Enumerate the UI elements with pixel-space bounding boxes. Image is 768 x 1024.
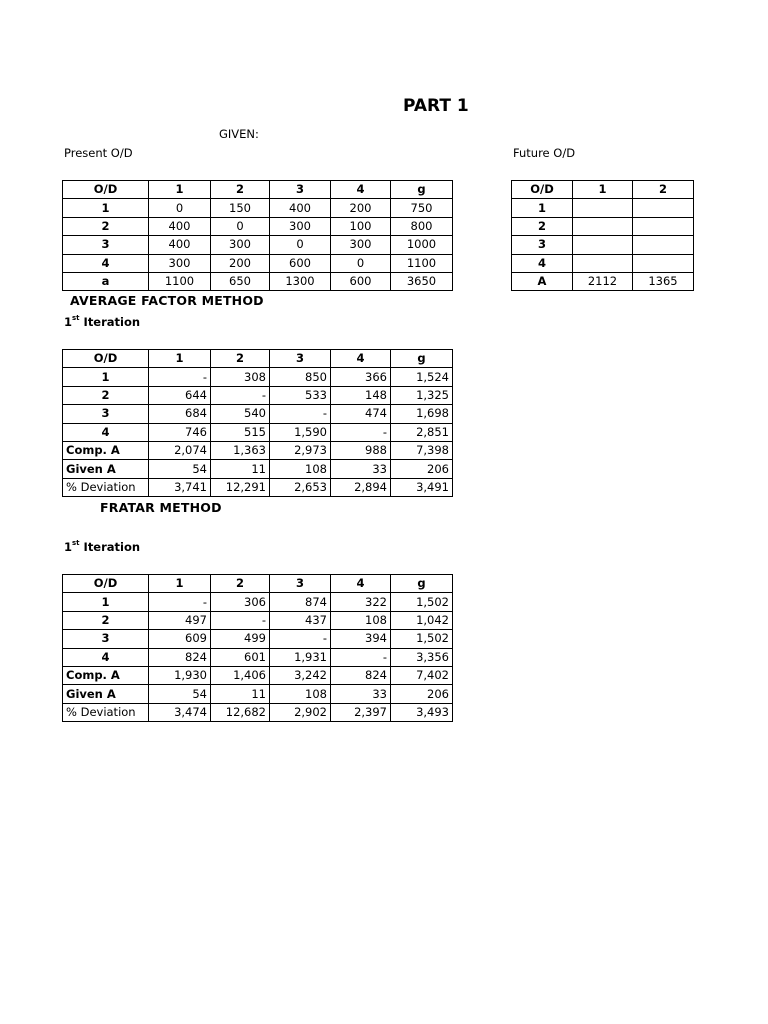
table-cell: 3,242 [270,666,331,684]
header-cell: O/D [512,181,573,199]
row-label: 4 [63,423,149,441]
table-cell [633,236,694,254]
table-cell: 108 [270,460,331,478]
table-row [63,405,453,423]
table-row [63,423,453,441]
row-label: 2 [512,217,573,235]
table-row [512,217,694,235]
row-label: Comp. A [63,666,149,684]
table-cell [633,199,694,217]
table-cell: 1,325 [391,386,453,404]
table-cell: 3,474 [149,703,211,721]
table-cell: 108 [270,685,331,703]
table-cell: 11 [211,460,270,478]
header-cell: 4 [331,350,391,368]
table-cell: 394 [331,630,391,648]
table-cell [573,217,633,235]
table-cell: - [149,593,211,611]
header-cell: 4 [331,181,391,199]
table-cell: 12,682 [211,703,270,721]
table-cell: 3650 [391,272,453,290]
table-cell [633,217,694,235]
table-row [63,666,453,684]
table-row [63,217,453,235]
table-cell: 308 [211,368,270,386]
table-cell: 800 [391,217,453,235]
header-cell: 2 [633,181,694,199]
average-factor-iteration-label [64,315,140,329]
table-cell: 1000 [391,236,453,254]
table-cell: 1,698 [391,405,453,423]
table-cell: 474 [331,405,391,423]
row-label: 1 [63,368,149,386]
header-cell: 1 [149,181,211,199]
table-cell: 499 [211,630,270,648]
header-cell: 3 [270,350,331,368]
fratar-table [62,574,453,722]
table-row [63,236,453,254]
table-cell: 148 [331,386,391,404]
row-label: 2 [63,386,149,404]
table-cell [633,254,694,272]
table-cell: 1,406 [211,666,270,684]
table-row [63,368,453,386]
table-row [512,272,694,290]
table-header-row [63,575,453,593]
table-cell: 3,356 [391,648,453,666]
table-cell: - [270,405,331,423]
table-row [63,685,453,703]
table-cell: 33 [331,685,391,703]
table-cell: 200 [211,254,270,272]
table-cell: 601 [211,648,270,666]
row-label: Given A [63,685,149,703]
table-cell: - [331,648,391,666]
table-cell: 300 [149,254,211,272]
table-header-row [63,350,453,368]
present-od-label: Present O/D [64,146,133,160]
table-row [63,648,453,666]
table-cell [573,236,633,254]
table-cell: 1,590 [270,423,331,441]
row-label: % Deviation [63,478,149,496]
row-label: Comp. A [63,441,149,459]
table-row [63,478,453,496]
table-cell: - [331,423,391,441]
table-row [512,254,694,272]
header-cell: 3 [270,575,331,593]
table-row [63,441,453,459]
table-cell: 108 [331,611,391,629]
average-factor-table [62,349,453,497]
table-cell: - [211,611,270,629]
table-cell: 100 [331,217,391,235]
table-cell: 300 [211,236,270,254]
table-cell: 1,930 [149,666,211,684]
table-cell: 1100 [149,272,211,290]
table-cell: 644 [149,386,211,404]
table-cell: 650 [211,272,270,290]
table-cell: 0 [331,254,391,272]
header-cell: O/D [63,350,149,368]
header-cell: 2 [211,575,270,593]
table-cell: 33 [331,460,391,478]
table-cell [573,199,633,217]
table-cell: 1300 [270,272,331,290]
table-cell: 746 [149,423,211,441]
table-header-row [512,181,694,199]
table-cell: 200 [331,199,391,217]
header-cell: O/D [63,181,149,199]
header-cell: 1 [573,181,633,199]
table-cell: 2,902 [270,703,331,721]
table-header-row [63,181,453,199]
table-cell: 0 [149,199,211,217]
row-label: 4 [63,648,149,666]
table-cell: 600 [331,272,391,290]
table-cell: 0 [211,217,270,235]
table-cell: 1,502 [391,630,453,648]
table-cell: 850 [270,368,331,386]
table-cell: 1100 [391,254,453,272]
row-label: 2 [63,611,149,629]
table-cell: 1,042 [391,611,453,629]
table-cell: 824 [149,648,211,666]
table-cell: 2,397 [331,703,391,721]
row-label: 1 [63,199,149,217]
table-cell: 2112 [573,272,633,290]
row-label: 3 [512,236,573,254]
header-cell: 1 [149,575,211,593]
iteration-number: 1 [64,315,73,329]
table-cell: 400 [270,199,331,217]
table-row [63,703,453,721]
table-cell: 0 [270,236,331,254]
header-cell: g [391,575,453,593]
header-cell: 2 [211,350,270,368]
table-cell [573,254,633,272]
row-label: 3 [63,236,149,254]
table-cell: 988 [331,441,391,459]
table-cell: 11 [211,685,270,703]
table-cell: 3,493 [391,703,453,721]
table-cell: 437 [270,611,331,629]
page-title: PART 1 [403,96,469,116]
fratar-heading: FRATAR METHOD [100,500,222,515]
average-factor-heading: AVERAGE FACTOR METHOD [70,293,264,308]
table-cell: 7,402 [391,666,453,684]
row-label: 1 [512,199,573,217]
row-label: A [512,272,573,290]
table-cell: 12,291 [211,478,270,496]
table-cell: 533 [270,386,331,404]
row-label: 3 [63,405,149,423]
table-cell: 300 [270,217,331,235]
table-cell: 497 [149,611,211,629]
row-label: 4 [512,254,573,272]
present-od-table [62,180,453,291]
iteration-suffix: st [72,314,80,322]
table-row [63,460,453,478]
table-cell: 54 [149,685,211,703]
table-cell: - [149,368,211,386]
table-cell: 366 [331,368,391,386]
table-row [63,611,453,629]
header-cell: g [391,350,453,368]
table-row [63,593,453,611]
table-cell: 515 [211,423,270,441]
table-cell: 1,931 [270,648,331,666]
table-cell: 874 [270,593,331,611]
row-label: 2 [63,217,149,235]
table-cell: 306 [211,593,270,611]
table-cell: 540 [211,405,270,423]
row-label: Given A [63,460,149,478]
fratar-iteration-label [64,540,140,554]
table-cell: 7,398 [391,441,453,459]
table-cell: 750 [391,199,453,217]
table-cell: 150 [211,199,270,217]
table-cell: 400 [149,217,211,235]
table-row [63,199,453,217]
table-row [63,630,453,648]
header-cell: 1 [149,350,211,368]
row-label: % Deviation [63,703,149,721]
table-cell: 54 [149,460,211,478]
table-cell: 1365 [633,272,694,290]
table-cell: 400 [149,236,211,254]
iteration-suffix: st [72,539,80,547]
iteration-number: 1 [64,540,73,554]
table-cell: 824 [331,666,391,684]
future-od-table [511,180,694,291]
table-row [512,199,694,217]
table-cell: 322 [331,593,391,611]
future-od-label: Future O/D [513,146,576,160]
header-cell: g [391,181,453,199]
table-cell: 300 [331,236,391,254]
table-cell: 1,524 [391,368,453,386]
table-cell: 3,491 [391,478,453,496]
table-cell: 2,894 [331,478,391,496]
table-cell: 206 [391,460,453,478]
row-label: 3 [63,630,149,648]
table-cell: 2,074 [149,441,211,459]
header-cell: 4 [331,575,391,593]
iteration-text: Iteration [79,315,141,329]
given-label: GIVEN: [219,127,259,141]
table-cell: 3,741 [149,478,211,496]
table-row [63,386,453,404]
table-cell: - [270,630,331,648]
table-row [512,236,694,254]
row-label: 1 [63,593,149,611]
header-cell: 3 [270,181,331,199]
iteration-text: Iteration [79,540,141,554]
header-cell: 2 [211,181,270,199]
table-cell: 2,973 [270,441,331,459]
table-row [63,272,453,290]
table-cell: 1,363 [211,441,270,459]
table-row [63,254,453,272]
table-cell: - [211,386,270,404]
header-cell: O/D [63,575,149,593]
table-cell: 609 [149,630,211,648]
table-cell: 684 [149,405,211,423]
table-cell: 1,502 [391,593,453,611]
table-cell: 600 [270,254,331,272]
table-cell: 2,851 [391,423,453,441]
row-label: a [63,272,149,290]
row-label: 4 [63,254,149,272]
table-cell: 2,653 [270,478,331,496]
table-cell: 206 [391,685,453,703]
